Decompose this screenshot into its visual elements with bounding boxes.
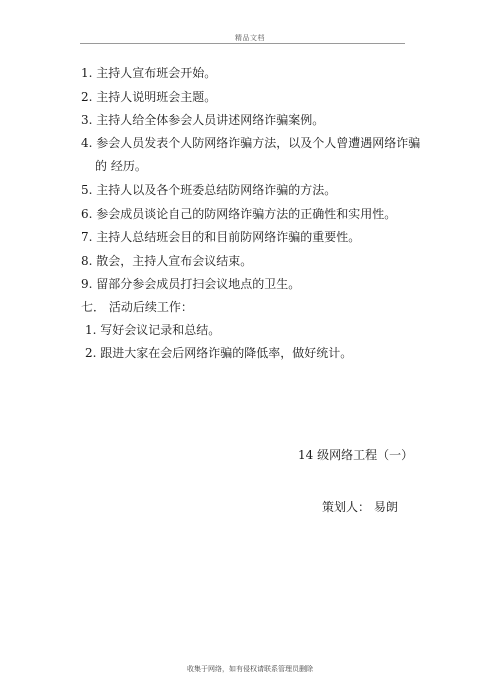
page-header: 精品文档 [235, 34, 265, 42]
followup-item-1: 1. 写好会议记录和总结。 [85, 323, 221, 337]
followup-item-2: 2. 跟进大家在会后网络诈骗的降低率，做好统计。 [85, 346, 353, 360]
step-4: 4. 参会人员发表个人防网络诈骗方法，以及个人曾遭遇网络诈骗 [81, 136, 421, 150]
step-5: 5. 主持人以及各个班委总结防网络诈骗的方法。 [81, 183, 337, 197]
planner-label: 策划人： 易朗 [322, 500, 398, 514]
step-2: 2. 主持人说明班会主题。 [81, 90, 217, 104]
step-6: 6. 参会成员谈论自己的防网络诈骗方法的正确性和实用性。 [81, 207, 397, 221]
page-footer: 收集于网络，如有侵权请联系管理员删除 [187, 665, 313, 673]
step-1: 1. 主持人宣布班会开始。 [81, 66, 217, 80]
step-4-continuation: 的 经历。 [95, 159, 147, 173]
organization-label: 14 级网络工程（一） [298, 448, 414, 462]
section-heading: 七． 活动后续工作： [81, 300, 193, 314]
step-8: 8. 散会，主持人宣布会议结束。 [81, 254, 253, 268]
header-divider [80, 43, 405, 44]
step-7: 7. 主持人总结班会目的和目前防网络诈骗的重要性。 [81, 230, 361, 244]
step-9: 9. 留部分参会成员打扫会议地点的卫生。 [81, 277, 301, 291]
step-3: 3. 主持人给全体参会人员讲述网络诈骗案例。 [81, 113, 325, 127]
